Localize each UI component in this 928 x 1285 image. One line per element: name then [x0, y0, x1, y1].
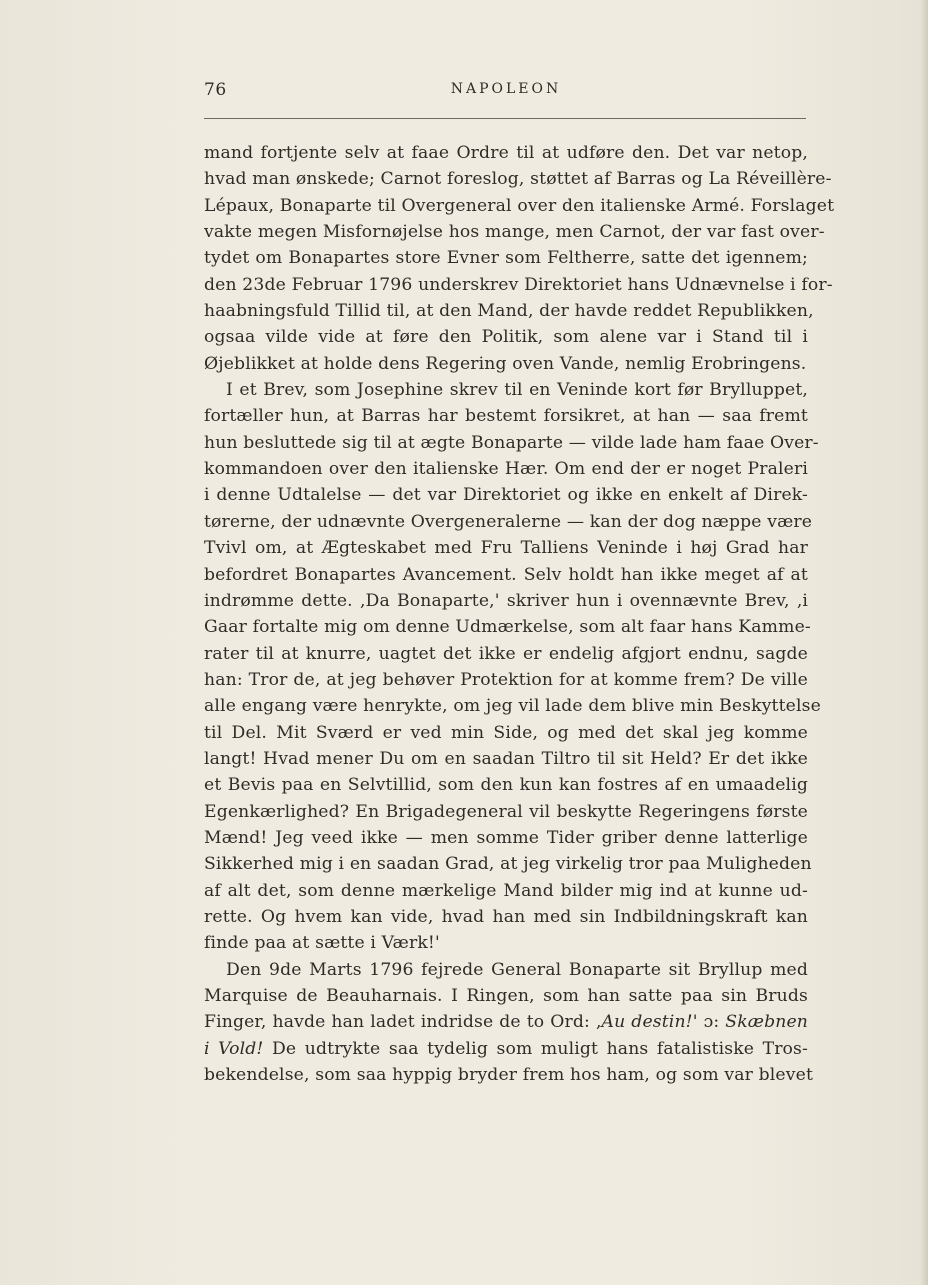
text-span: ' ɔ: [692, 1012, 726, 1033]
text-line: Tvivl om, at Ægteskabet med Fru Talliens Veninde i høj Grad har [204, 538, 808, 559]
text-line: kommandoen over den italienske Hær. Om end der er noget Praleri [204, 459, 808, 480]
text-line: til Del. Mit Sværd er ved min Side, og med det skal jeg komme [204, 722, 808, 743]
italic-phrase: Skæbnen [725, 1012, 808, 1033]
running-title: NAPOLEON [450, 81, 562, 97]
text-line: Mænd! Jeg veed ikke — men somme Tider griber denne latterlige [204, 827, 808, 848]
text-line: tørerne, der udnævnte Overgeneralerne — kan der dog næppe være [204, 511, 813, 532]
text-line: af alt det, som denne mærkelige Mand bilder mig ind at kunne ud- [204, 880, 808, 901]
text-line: tydet om Bonapartes store Evner som Feltherre, satte det igennem; [204, 248, 808, 269]
page-edge-shadow [920, 0, 928, 1285]
text-line: Gaar fortalte mig om denne Udmærkelse, som alt faar hans Kamme- [204, 617, 811, 638]
text-line: ogsaa vilde vide at føre den Politik, som alene var i Stand til i [204, 327, 808, 348]
text-line: Egenkærlighed? En Brigadegeneral vil beskytte Regeringens første [204, 801, 808, 822]
text-line-with-italics [204, 1009, 808, 1035]
text-line: Sikkerhed mig i en saadan Grad, at jeg virkelig tror paa Muligheden [204, 854, 812, 875]
italic-phrase: Au destin! [601, 1012, 693, 1033]
text-line: Lépaux, Bonaparte til Overgeneral over den italienske Armé. Forslaget [204, 195, 835, 216]
text-line-with-italics [204, 1036, 808, 1062]
paragraph-start-line: Den 9de Marts 1796 fejrede General Bonaparte sit Bryllup med [226, 959, 808, 980]
header-rule [204, 118, 806, 119]
body-text [204, 140, 835, 1088]
text-line: vakte megen Misfornøjelse hos mange, men Carnot, der var fast over- [204, 222, 825, 243]
text-line: i denne Udtalelse — det var Direktoriet og ikke en enkelt af Direk- [204, 485, 808, 506]
text-line: mand fortjente selv at faae Ordre til at udføre den. Det var netop, [204, 143, 808, 163]
text-line: bekendelse, som saa hyppig bryder frem hos ham, og som var blevet [204, 1065, 813, 1086]
text-line: Øjeblikket at holde dens Regering oven Vande, nemlig Erobringens. [204, 353, 807, 374]
text-line: rater til at knurre, uagtet det ikke er endelig afgjort endnu, sagde [204, 643, 808, 664]
text-span: De udtrykte saa tydelig som muligt hans fatalistiske Tros- [263, 1038, 808, 1059]
text-line: rette. Og hvem kan vide, hvad han med sin Indbildningskraft kan [204, 906, 808, 927]
text-line: finde paa at sætte i Værk!' [204, 933, 440, 954]
text-line: Marquise de Beauharnais. I Ringen, som han satte paa sin Bruds [204, 986, 808, 1006]
text-line: den 23de Februar 1796 underskrev Direktoriet hans Udnævnelse i for- [204, 274, 833, 295]
text-line: langt! Hvad mener Du om en saadan Tiltro til sit Held? Er det ikke [204, 748, 808, 769]
page-number: 76 [204, 80, 227, 100]
text-line: alle engang være henrykte, om jeg vil lade dem blive min Beskyttelse [204, 696, 821, 717]
page-header [204, 80, 808, 102]
text-line: hvad man ønskede; Carnot foreslog, støttet af Barras og La Réveillère- [204, 169, 832, 190]
paragraph-start-line: I et Brev, som Josephine skrev til en Veninde kort før Brylluppet, [226, 380, 808, 401]
text-span: Finger, havde han ladet indridse de to Ord: ‚ [204, 1012, 602, 1033]
text-line: fortæller hun, at Barras har bestemt forsikret, at han — saa fremt [204, 406, 808, 427]
text-line: et Bevis paa en Selvtillid, som den kun kan fostres af en umaadelig [204, 775, 808, 796]
text-line: befordret Bonapartes Avancement. Selv holdt han ikke meget af at [204, 564, 808, 585]
text-line: indrømme dette. ‚Da Bonaparte,' skriver hun i ovennævnte Brev, ‚i [204, 590, 808, 611]
text-line: hun besluttede sig til at ægte Bonaparte — vilde lade ham faae Over- [204, 432, 819, 453]
text-line: han: Tror de, at jeg behøver Protektion for at komme frem? De ville [204, 669, 808, 690]
text-line: haabningsfuld Tillid til, at den Mand, der havde reddet Republikken, [204, 301, 814, 322]
italic-phrase: i Vold! [204, 1038, 264, 1059]
